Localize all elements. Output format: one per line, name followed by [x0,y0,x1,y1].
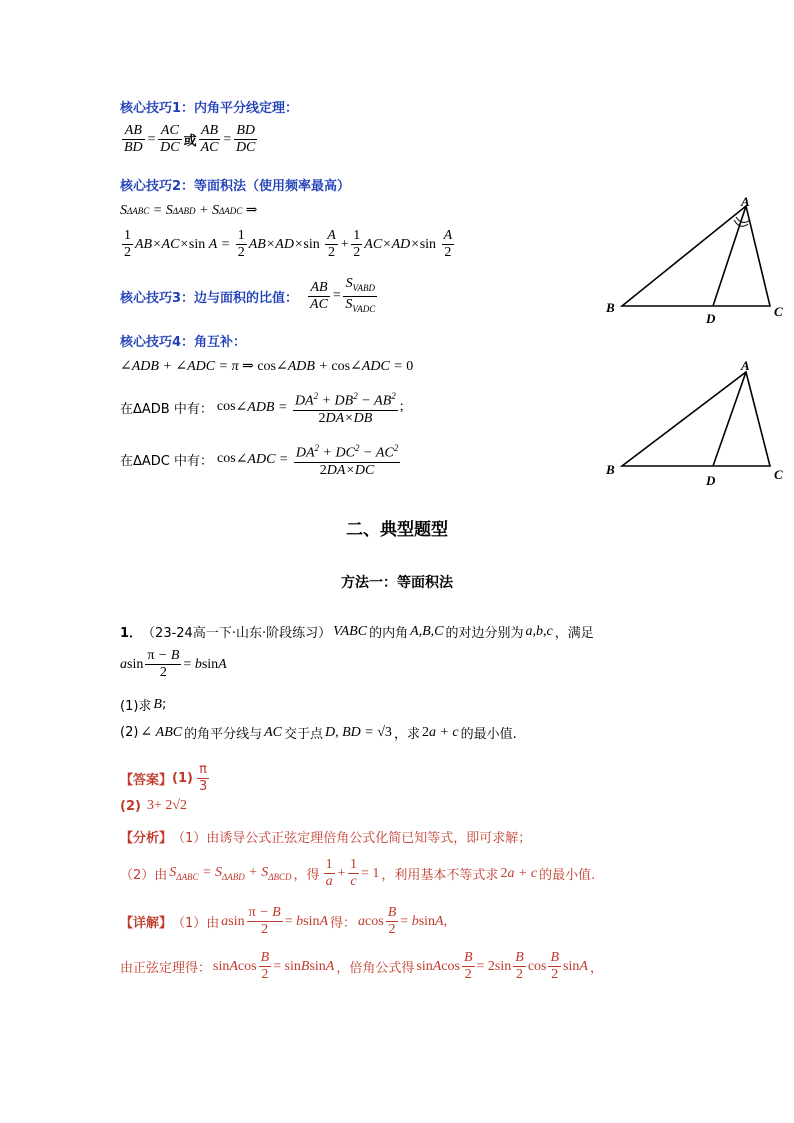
part2-text-c: 交于点 [284,727,324,742]
answer-1-prefix: (1) [172,771,193,786]
problem-condition: a sin $\frac{\pi - B}{2}$ = b sin A [120,648,227,680]
answer-row-2 [120,798,187,814]
angle-mark-2 [736,217,750,222]
triangle-abc-2 [622,372,770,466]
detail-row-2: 由正弦定理得： sin A cos $\frac{B}{2}$ = sin B sin A ，倍角公式得 sin A cos $\frac{B}{2}$ = 2sin $\frac{B}{2}$ cos $\frac{B}{2}$ sin A ， [120,950,603,982]
analysis-label: 【分析】 [120,831,173,846]
tip4-in-adb: 在ΔADB 中有： [120,401,213,417]
tip2-formula-line2: $\frac{1}{2}$ AB×AC× sin A = $\frac{1}{2}$ AB×AD× sin $\frac{A}{2}$ + $\frac{1}{2}$ AC×AD× sin $\frac{A}{2}$ [124,228,453,260]
label-d-2: D [706,473,716,488]
analysis-p2-c: ，利用基本不等式求 [381,868,499,883]
label-c: C [774,304,783,319]
label-c-2: C [774,467,783,482]
tip2-formula-line1: S ΔABC = S ΔABD + S ΔADC ⇒ [120,202,258,218]
tip1-label: 核心技巧1：内角平分线定理： [120,101,299,116]
tip2-label: 核心技巧2：等面积法（使用频率最高） [120,179,351,194]
label-d: D [706,311,716,325]
label-b: B [606,300,615,315]
tip3-label: 核心技巧3：边与面积的比值： [120,290,299,306]
part2-text-b: 的角平分线与 [184,727,263,742]
detail-p2-a: 由正弦定理得： [120,961,212,976]
tip4-formula-line3: 在ΔADC 中有： cos ∠ADC = $\frac{DA^2 + DC^2 - AC^2}{2DA\times DC}$ [120,440,402,479]
problem-stem-a: 的内角 [369,626,409,641]
detail-p1-b: 得： [330,916,357,931]
triangle-figure-bisector [598,190,794,325]
analysis-p2-b: ，得 [293,868,320,883]
part2-text-d: ，求 [393,727,420,742]
analysis-row-2: （2）由 $S_{\Delta ABC} = S_{\Delta ABD} + S_{\Delta BCD}$ ，得 $\frac{1}{a}$ + $\frac{1}{c}$ = 1 ，利用基本不等式求 2a + c 的最小值. [120,857,596,889]
tip1-or: 或 [183,134,197,149]
answer-2-prefix: (2) [120,798,141,814]
problem-stem: 1． （23-24高一下·山东·阶段练习） VABC 的内角 A,B,C 的对边分别为 a,b,c ，满足 [120,623,594,641]
detail-p2-c: ， [589,961,603,976]
detail-label: 【详解】 [120,916,173,931]
tip4-formula-line2: 在ΔADB 中有： cos ∠ADB = $\frac{DA^2 + DB^2 - AB^2}{2DA\times DB}$ ; [120,388,404,427]
problem-part2: (2) ∠ ABC 的角平分线与 AC 交于点 D, BD = √3 ，求 2a + c 的最小值. [120,724,517,742]
tip3-row [120,276,379,317]
answer-row-1: 【答案】 (1) $\frac{\pi}{3}$ [120,762,208,794]
part2-text-e: 的最小值. [460,727,517,742]
problem-stem-c: ，满足 [554,626,594,641]
section-title: 二、典型题型 [346,520,448,540]
detail-p2-b: ，倍角公式得 [336,961,415,976]
detail-p1-a: （1）由 [172,916,220,931]
method-title: 方法一：等面积法 [341,575,453,591]
analysis-p2-a: （2）由 [120,868,168,883]
label-a: A [741,194,750,209]
tip1-formula: $\frac{AB}{BD}$ = $\frac{AC}{DC}$ 或 $\frac{AB}{AC}$ = $\frac{BD}{DC}$ [124,123,256,155]
problem-stem-b: 的对边分别为 [445,626,524,641]
problem-part1: (1)求 B ; [120,696,167,714]
segment-ad [713,372,746,466]
analysis-p2-d: 的最小值. [539,868,596,883]
problem-number: 1． [120,626,143,641]
problem-source: （23-24高一下·山东·阶段练习） [142,626,332,641]
part2-text-a: (2) [120,725,139,740]
tip4-label: 核心技巧4：角互补： [120,335,247,350]
label-b-2: B [606,462,615,477]
triangle-figure-supplementary [598,350,794,490]
label-a-2: A [741,358,750,373]
tip4-in-adc: 在ΔADC 中有： [120,453,214,469]
answer-2-value: 3+ 2√2 [146,798,188,813]
tip4-formula-line1: ∠ADB + ∠ADC = π ⇒ cos ∠ADB + cos ∠ADC = 0 [120,358,414,374]
bisector-ad [713,206,746,306]
analysis-row-1 [120,827,531,846]
detail-row-1: 【详解】 （1）由 a sin $\frac{\pi - B}{2}$ = b sin A 得： a cos $\frac{B}{2}$ = b sin A , [120,905,448,937]
analysis-p1: （1）由诱导公式正弦定理倍角公式化简已知等式，即可求解； [172,831,532,846]
part1-text: (1)求 [120,699,152,714]
answer-label: 【答案】 [120,773,173,788]
tip3-formula: $\frac{AB}{AC}$ = $\frac{S_{VABD}}{S_{VADC}}$ [310,276,376,314]
